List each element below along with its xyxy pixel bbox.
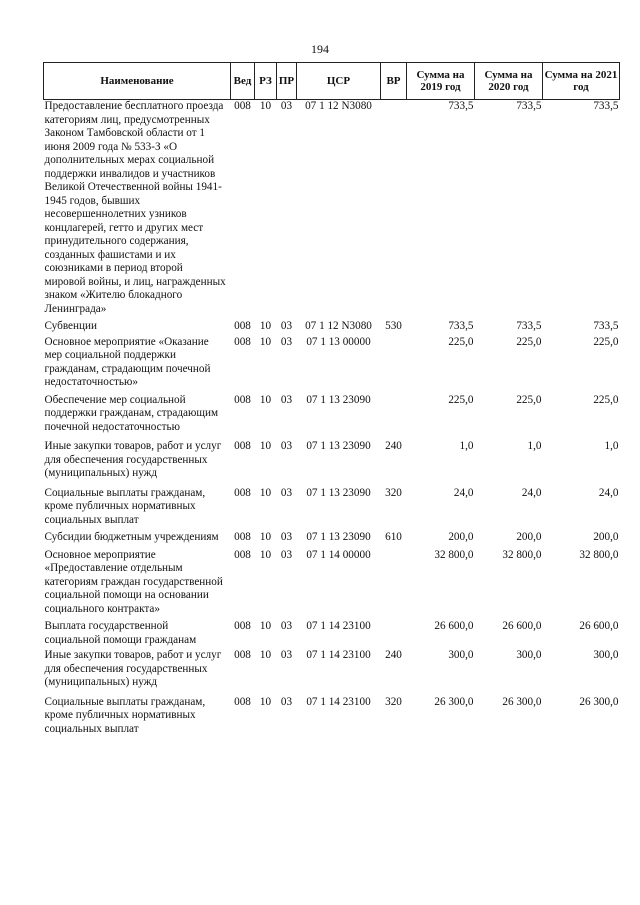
cell-rz: 10 bbox=[259, 548, 272, 561]
cell-name: Субвенции bbox=[44, 320, 97, 332]
cell-rz: 10 bbox=[259, 649, 272, 661]
cell-pr: 03 bbox=[280, 393, 293, 406]
cell-name: Основное мероприятие «Оказание мер социальной поддержки гражданам, страдающим почечной недостаточностью» bbox=[44, 335, 211, 388]
cell-name: Иные закупки товаров, работ и услуг для обеспечения государственных (муниципальных) нужд bbox=[44, 649, 222, 688]
cell-pr: 03 bbox=[280, 649, 293, 661]
cell-sum-2020: 26 600,0 bbox=[502, 620, 542, 632]
cell-vr: 610 bbox=[385, 531, 402, 543]
cell-ved: 008 bbox=[234, 486, 251, 499]
cell-csr: 07 1 13 23090 bbox=[306, 531, 371, 543]
cell-sum-2019: 733,5 bbox=[448, 320, 474, 332]
header-ved: Вед bbox=[231, 63, 255, 100]
cell-rz: 10 bbox=[259, 531, 272, 543]
cell-rz: 10 bbox=[259, 620, 272, 632]
cell-sum-2020: 225,0 bbox=[516, 335, 542, 348]
header-sum-2020: Сумма на 2020 год bbox=[475, 63, 543, 100]
cell-rz: 10 bbox=[259, 320, 272, 332]
cell-pr: 03 bbox=[280, 100, 293, 112]
cell-vr bbox=[381, 394, 407, 441]
cell-vr: 240 bbox=[385, 440, 402, 452]
cell-sum-2021: 225,0 bbox=[593, 335, 619, 348]
cell-sum-2021: 1,0 bbox=[604, 440, 619, 452]
cell-name: Социальные выплаты гражданам, кроме публичных нормативных социальных выплат bbox=[44, 486, 206, 526]
cell-csr: 07 1 14 23100 bbox=[306, 695, 371, 708]
cell-rz: 10 bbox=[259, 695, 272, 708]
cell-pr: 03 bbox=[280, 440, 293, 452]
cell-sum-2019: 225,0 bbox=[448, 393, 474, 406]
cell-csr: 07 1 13 23090 bbox=[306, 486, 371, 499]
cell-rz: 10 bbox=[259, 440, 272, 452]
cell-ved: 008 bbox=[234, 620, 251, 632]
cell-sum-2020: 300,0 bbox=[516, 649, 542, 661]
cell-ved: 008 bbox=[234, 649, 251, 661]
cell-sum-2021: 225,0 bbox=[593, 393, 619, 406]
cell-sum-2020: 733,5 bbox=[516, 320, 542, 332]
table-row bbox=[44, 620, 620, 649]
header-vr: ВР bbox=[381, 63, 407, 100]
cell-rz: 10 bbox=[259, 486, 272, 499]
table-row bbox=[44, 394, 620, 441]
cell-name: Предоставление бесплатного проезда категориям лиц, предусмотренных Законом Тамбовской области от 1 июня 2009 года № 533-З «О дополнительных мерах социальной поддержки инвалидов и участников Великой Отечественной войны 1941-1945 годов, бывших несовершеннолетних узников концлагерей, гетто и других мест принудительного содержания, созданных фашистами и их союзниками в период второй мировой войны, и лиц, награжденных знаком «Жителю блокадного Ленинграда» bbox=[44, 100, 226, 315]
cell-ved: 008 bbox=[234, 335, 251, 348]
table-row bbox=[44, 531, 620, 549]
cell-pr: 03 bbox=[280, 548, 293, 561]
cell-pr: 03 bbox=[280, 335, 293, 348]
cell-sum-2019: 225,0 bbox=[448, 335, 474, 348]
cell-name: Обеспечение мер социальной поддержки гражданам, страдающим почечной недостаточностью bbox=[44, 393, 219, 433]
cell-csr: 07 1 12 N3080 bbox=[305, 320, 372, 332]
cell-sum-2019: 733,5 bbox=[448, 100, 474, 112]
cell-pr: 03 bbox=[280, 320, 293, 332]
cell-vr bbox=[381, 336, 407, 394]
cell-csr: 07 1 13 00000 bbox=[306, 335, 371, 348]
cell-sum-2021: 24,0 bbox=[598, 486, 619, 499]
table-row bbox=[44, 549, 620, 621]
cell-name: Выплата государственной социальной помощи гражданам bbox=[44, 620, 197, 646]
table-row bbox=[44, 649, 620, 696]
header-sum-2019: Сумма на 2019 год bbox=[407, 63, 475, 100]
cell-ved: 008 bbox=[234, 548, 251, 561]
cell-sum-2019: 26 300,0 bbox=[434, 695, 474, 708]
table-row bbox=[44, 320, 620, 336]
page-number: 194 bbox=[311, 42, 329, 56]
cell-pr: 03 bbox=[280, 620, 293, 632]
cell-sum-2020: 733,5 bbox=[516, 100, 542, 112]
table-header-row bbox=[44, 63, 620, 100]
cell-vr bbox=[381, 620, 407, 649]
cell-rz: 10 bbox=[259, 393, 272, 406]
cell-sum-2021: 200,0 bbox=[593, 531, 619, 543]
table-row bbox=[44, 440, 620, 487]
cell-rz: 10 bbox=[259, 100, 272, 112]
cell-csr: 07 1 13 23090 bbox=[306, 440, 371, 452]
cell-ved: 008 bbox=[234, 440, 251, 452]
table-row bbox=[44, 336, 620, 394]
cell-pr: 03 bbox=[280, 486, 293, 499]
cell-ved: 008 bbox=[234, 531, 251, 543]
cell-sum-2021: 733,5 bbox=[593, 320, 619, 332]
cell-sum-2019: 300,0 bbox=[448, 649, 474, 661]
cell-vr: 320 bbox=[385, 695, 402, 708]
cell-sum-2020: 225,0 bbox=[516, 393, 542, 406]
cell-sum-2020: 24,0 bbox=[521, 486, 542, 499]
table-row bbox=[44, 696, 620, 737]
table-row bbox=[44, 487, 620, 532]
cell-ved: 008 bbox=[234, 320, 251, 332]
header-sum-2021: Сумма на 2021 год bbox=[543, 63, 620, 100]
cell-csr: 07 1 14 00000 bbox=[306, 548, 371, 561]
cell-sum-2020: 200,0 bbox=[516, 531, 542, 543]
table-row bbox=[44, 100, 620, 321]
cell-sum-2019: 1,0 bbox=[459, 440, 474, 452]
header-pr: ПР bbox=[277, 63, 297, 100]
cell-name: Иные закупки товаров, работ и услуг для обеспечения государственных (муниципальных) нужд bbox=[44, 440, 222, 479]
cell-sum-2020: 32 800,0 bbox=[502, 548, 542, 561]
cell-sum-2021: 26 300,0 bbox=[579, 695, 619, 708]
cell-pr: 03 bbox=[280, 695, 293, 708]
cell-vr: 240 bbox=[385, 649, 402, 661]
cell-ved: 008 bbox=[234, 100, 251, 112]
header-name: Наименование bbox=[44, 63, 231, 100]
cell-sum-2020: 1,0 bbox=[527, 440, 542, 452]
header-rz: РЗ bbox=[255, 63, 277, 100]
cell-sum-2021: 733,5 bbox=[593, 100, 619, 112]
cell-pr: 03 bbox=[280, 531, 293, 543]
cell-name: Субсидии бюджетным учреждениям bbox=[44, 531, 219, 543]
cell-vr: 530 bbox=[385, 320, 402, 332]
cell-vr: 320 bbox=[385, 486, 402, 499]
cell-rz: 10 bbox=[259, 335, 272, 348]
cell-ved: 008 bbox=[234, 695, 251, 708]
cell-name: Социальные выплаты гражданам, кроме публичных нормативных социальных выплат bbox=[44, 695, 206, 735]
cell-sum-2019: 26 600,0 bbox=[434, 620, 474, 632]
budget-table bbox=[43, 62, 620, 736]
cell-csr: 07 1 13 23090 bbox=[306, 393, 371, 406]
cell-sum-2019: 200,0 bbox=[448, 531, 474, 543]
header-csr: ЦСР bbox=[297, 63, 381, 100]
cell-sum-2019: 32 800,0 bbox=[434, 548, 474, 561]
cell-sum-2021: 32 800,0 bbox=[579, 548, 619, 561]
cell-sum-2020: 26 300,0 bbox=[502, 695, 542, 708]
cell-csr: 07 1 12 N3080 bbox=[305, 100, 372, 112]
cell-sum-2019: 24,0 bbox=[453, 486, 474, 499]
cell-name: Основное мероприятие «Предоставление отдельным категориям граждан государственной социальной помощи на основании социального контракта» bbox=[44, 548, 223, 615]
cell-vr bbox=[381, 549, 407, 621]
cell-vr bbox=[381, 100, 407, 321]
cell-sum-2021: 300,0 bbox=[593, 649, 619, 661]
cell-sum-2021: 26 600,0 bbox=[579, 620, 619, 632]
cell-csr: 07 1 14 23100 bbox=[306, 620, 371, 632]
cell-csr: 07 1 14 23100 bbox=[306, 649, 371, 661]
cell-ved: 008 bbox=[234, 393, 251, 406]
